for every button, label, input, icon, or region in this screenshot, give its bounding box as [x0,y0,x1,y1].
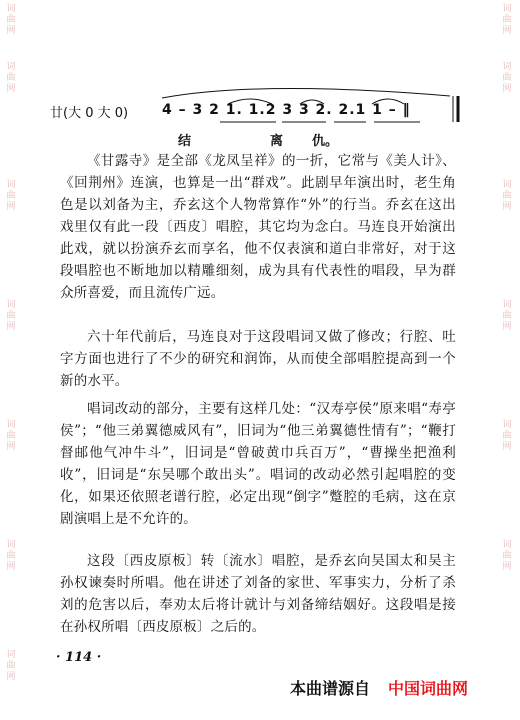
watermark-right-5: 词 曲 网 [502,420,512,452]
paragraph-1: 《甘露寺》是全部《龙凤呈祥》的一折，它常与《美人计》、《回荆州》连演，也算是一出“群戏”。此剧早年演出时，老生角色是以刘备为主，乔玄这个人物常算作“外”的行当。乔玄在这出戏里仅有此一段〔西皮〕唱腔，其它均为念白。马连良开始演出此戏，就以扮演乔玄而享名，他不仅表演和道白非常好，对于这段唱腔也不断地加以精雕细刻，成为具有代表性的唱段，早为群众所喜爱，而且流传广远。 [60,153,456,301]
watermark-right-3: 词 曲 网 [502,180,512,212]
source-attribution [290,676,468,699]
score-notes: 4 – 3 2 1. 1.2 3 3 2. 2.1 1 – ‖ [162,102,411,118]
watermark-left-6: 词 曲 网 [6,540,16,572]
watermark-left-3: 词 曲 网 [6,180,16,212]
watermark-left-1: 词 曲 网 [6,4,16,36]
watermark-left-2: 词 曲 网 [6,62,16,94]
paragraph-2: 六十年代前后，马连良对于这段唱词又做了修改；行腔、吐字方面也进行了不少的研究和润饰，从而使全部唱腔提高到一个新的水平。 [60,329,456,389]
watermark-left-5: 词 曲 网 [6,420,16,452]
score-lyric-2: 离 [270,134,284,149]
watermark-left-7: 词 曲 网 [6,650,16,682]
watermark-left-4: 词 曲 网 [6,300,16,332]
watermark-right-2: 词 曲 网 [502,62,512,94]
score-lyric-1: 结 [178,134,192,149]
page-number: · 114 · [56,650,102,665]
watermark-right-6: 词 曲 网 [502,540,512,572]
jianpu-score-line [50,82,470,152]
source-label: 本曲谱源自 [290,679,371,698]
paragraph-3: 唱词改动的部分，主要有这样几处：“汉寿亭侯”原来唱“寿亭侯”；“他三弟翼德威风有”，旧词为“他三弟翼德性情有”；“鞭打督邮他气冲牛斗”，旧词是“曾破黄巾兵百万”，“曹操坐把渔利收”，旧词是“东吴哪个敢出头”。唱词的改动必然引起唱腔的变化，如果还依照老谱行腔，必定出现“倒字”蹩腔的毛病，这在京剧演唱上是不允许的。 [60,401,456,527]
watermark-right-1: 词 曲 网 [502,4,512,36]
score-prefix: 廿(大 0 大 0) [50,106,129,121]
score-lyric-3: 仇。 [312,134,339,149]
watermark-right-4: 词 曲 网 [502,300,512,332]
paragraph-4: 这段〔西皮原板〕转〔流水〕唱腔，是乔玄向吴国太和吴主孙权谏奏时所唱。他在讲述了刘备的家世、军事实力，分析了杀刘的危害以后，奉劝太后将计就计与刘备缔结姻好。这段唱是接在孙权所唱〔西皮原板〕之后的。 [60,553,456,635]
source-site-name: 中国词曲网 [388,679,469,698]
